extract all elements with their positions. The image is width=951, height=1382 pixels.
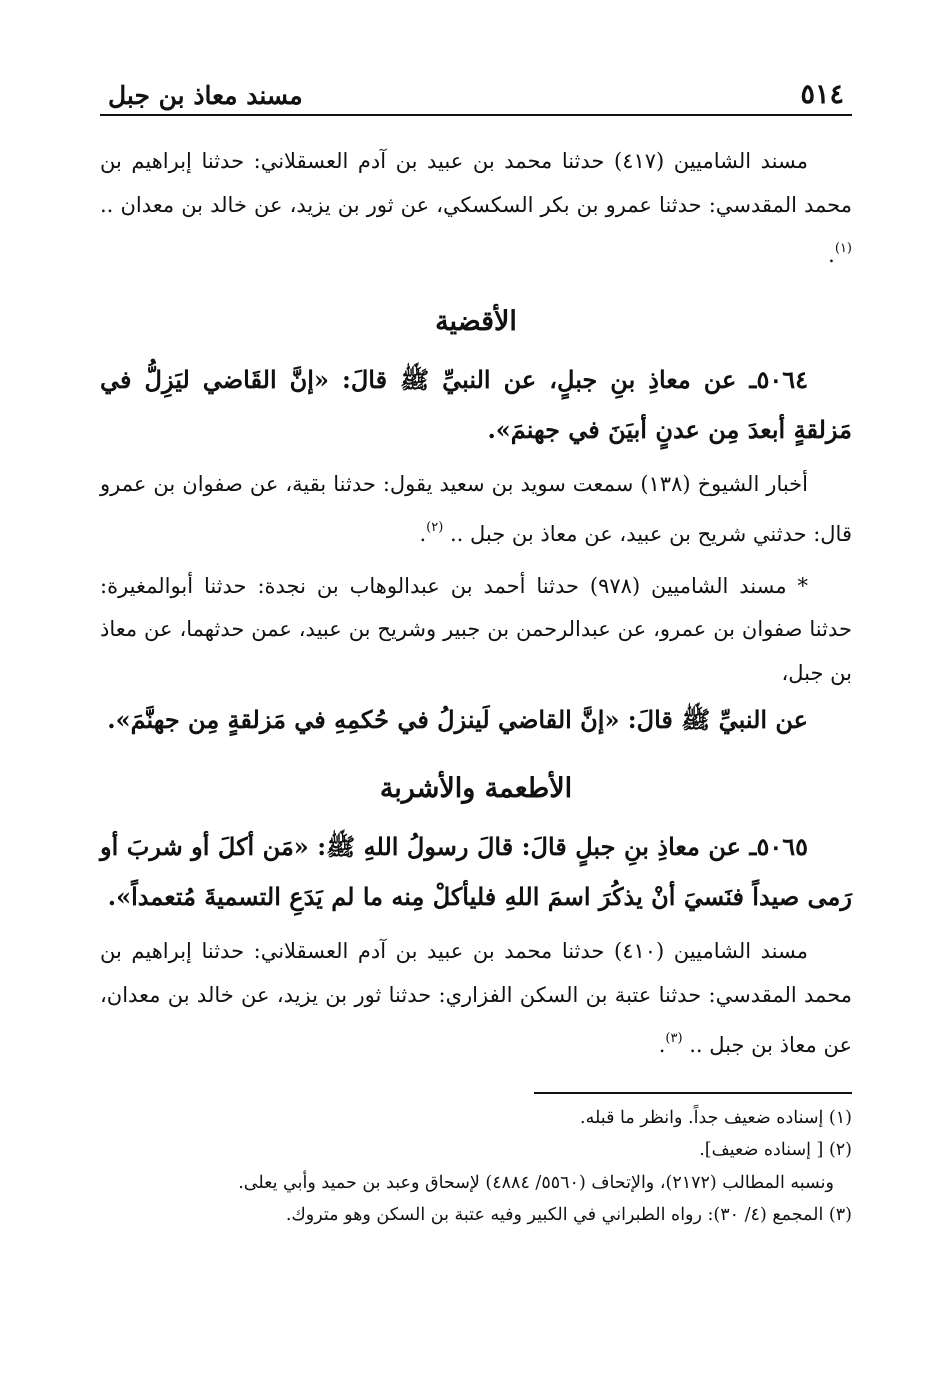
hadith-5065: ٥٠٦٥ـ عن معاذِ بنِ جبلٍ قالَ: قالَ رسولُ اللهِ ﷺ: «مَن أكلَ أو شربَ أو رَمى صيداً فنَسيَ أنْ يذكُرَ اسمَ اللهِ فليأكلْ مِنه ما لم يَدَعِ التسميةَ مُتعمداً». [100, 832, 852, 911]
intro-paragraph: مسند الشاميين (٤١٧) حدثنا محمد بن عبيد بن آدم العسقلاني: حدثنا إبراهيم بن محمد المقدسي: حدثنا عمرو بن بكر السكسكي، عن ثور بن يزيد، عن خالد بن معدان .. $^{(١)}$. [100, 149, 852, 267]
footnote-ref-2[interactable]: (٢) [426, 520, 444, 535]
section-heading-aqdiya: الأقضية [435, 305, 517, 337]
source-paragraph-1: أخبار الشيوخ (١٣٨) سمعت سويد بن سعيد يقول: حدثنا بقية، عن صفوان بن عمرو قال: حدثني شريح بن عبيد، عن معاذ بن جبل .. $^{(٢)}$. [100, 471, 852, 546]
footnote-2-continued: ونسبه المطالب (٢١٧٢)، والإتحاف (٥٥٦٠/ ٤٨٨٤) لإسحاق وعبد بن حميد وأبي يعلى. [238, 1172, 834, 1193]
page-number: ٥١٤ [800, 79, 844, 110]
footnote-divider [534, 1092, 852, 1094]
hadith-5064-alt: عن النبيِّ ﷺ قالَ: «إنَّ القاضي لَينزلُ في حُكمِهِ في مَزلقةٍ مِن جهنَّمَ». [107, 705, 808, 734]
running-title: مسند معاذ بن جبل [108, 81, 303, 110]
section-heading-food-drink: الأطعمة والأشربة [379, 773, 573, 804]
hadith-5064: ٥٠٦٤ـ عن معاذِ بنِ جبلٍ، عن النبيِّ ﷺ قالَ: «إنَّ القَاضي ليَزِلُّ في مَزلقةٍ أبعدَ مِن عدنٍ أبيَنَ في جهنمَ». [100, 364, 852, 444]
source-text-3: مسند الشاميين (٤١٠) حدثنا محمد بن عبيد بن آدم العسقلاني: حدثنا إبراهيم بن محمد المقدسي: حدثنا عتبة بن السكن الفزاري: حدثنا ثور بن يزيد، عن خالد بن معدان، عن معاذ بن جبل .. [100, 939, 852, 1057]
footnote-1: (١) إسناده ضعيف جداً. وانظر ما قبله. [580, 1107, 852, 1128]
running-header [100, 72, 852, 116]
footnote-3: (٣) المجمع (٤/ ٣٠): رواه الطبراني في الكبير وفيه عتبة بن السكن وهو متروك. [285, 1205, 852, 1225]
intro-text: مسند الشاميين (٤١٧) حدثنا محمد بن عبيد بن آدم العسقلاني: حدثنا إبراهيم بن محمد المقدسي: حدثنا عمرو بن بكر السكسكي، عن ثور بن يزيد، عن خالد بن معدان .. [100, 149, 852, 217]
source-paragraph-2: * مسند الشاميين (٩٧٨) حدثنا أحمد بن عبدالوهاب بن نجدة: حدثنا أبوالمغيرة: حدثنا صفوان بن عمرو، عن عبدالرحمن بن جبير وشريح بن عبيد، عمن حدثهما، عن معاذ بن جبل، [100, 573, 852, 685]
footnote-ref-3[interactable]: (٣) [665, 1031, 683, 1046]
source-text-1: أخبار الشيوخ (١٣٨) سمعت سويد بن سعيد يقول: حدثنا بقية، عن صفوان بن عمرو قال: حدثني شريح بن عبيد، عن معاذ بن جبل .. [100, 471, 852, 546]
source-paragraph-3: مسند الشاميين (٤١٠) حدثنا محمد بن عبيد بن آدم العسقلاني: حدثنا إبراهيم بن محمد المقدسي: حدثنا عتبة بن السكن الفزاري: حدثنا ثور بن يزيد، عن خالد بن معدان، عن معاذ بن جبل .. $^{(٣)}$. [100, 939, 852, 1057]
footnote-2: (٢) [ إسناده ضعيف]. [699, 1140, 852, 1160]
book-page [100, 72, 852, 1232]
footnote-ref-1[interactable]: (١) [834, 241, 852, 256]
